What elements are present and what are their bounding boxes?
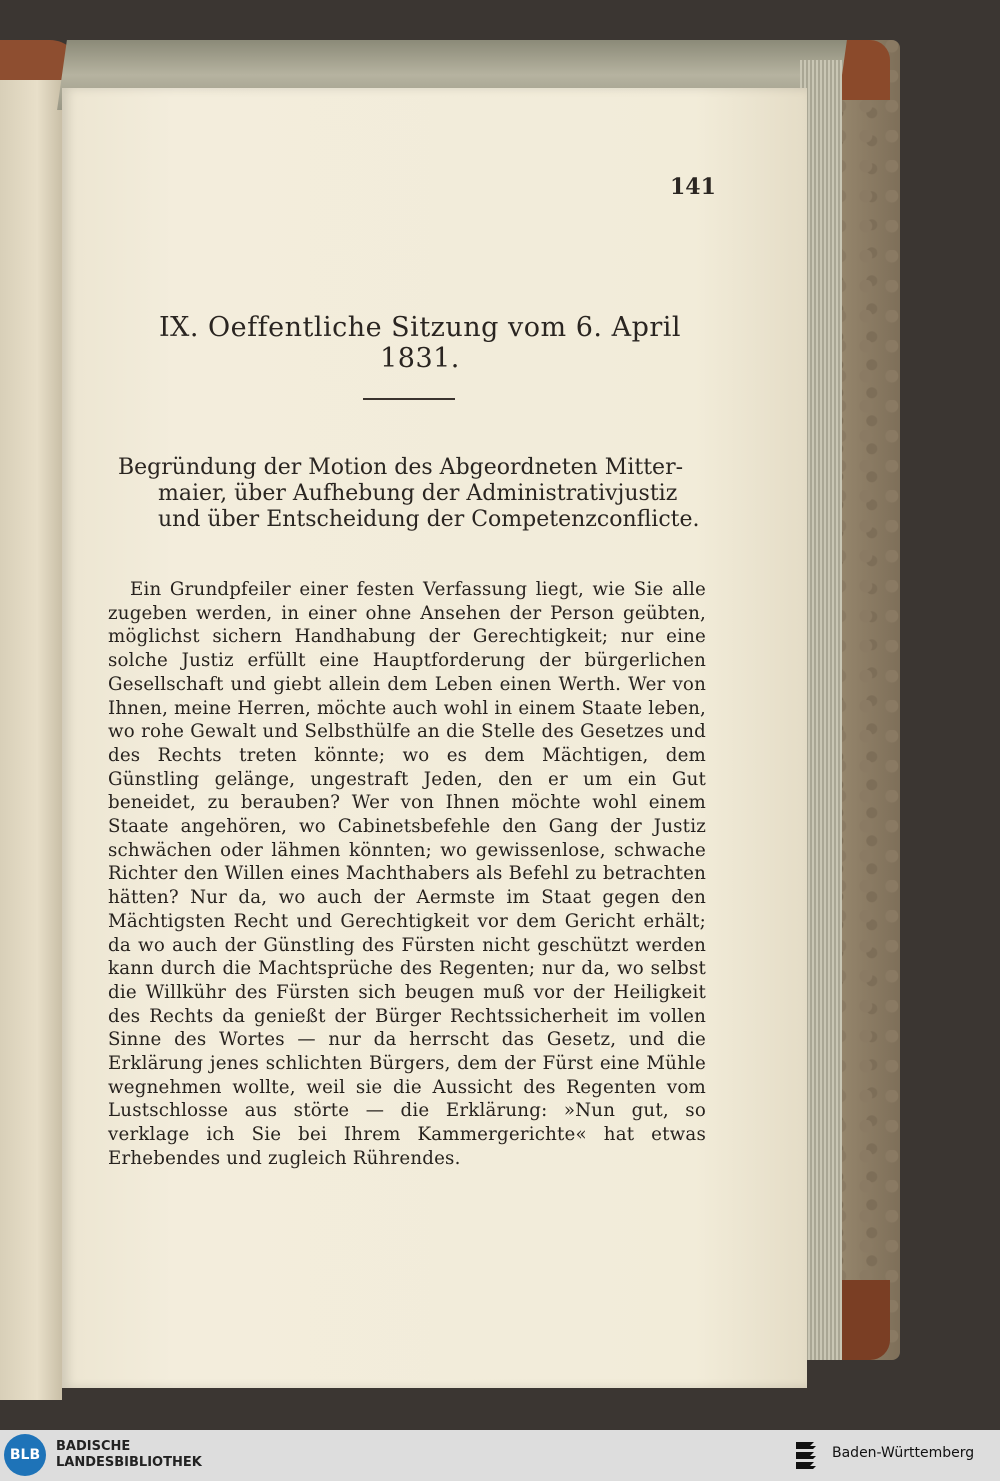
lions-crest-icon (792, 1438, 822, 1472)
page-title: IX. Oeffentliche Sitzung vom 6. April 1831. (158, 312, 682, 374)
library-name-line2: LANDESBIBLIOTHEK (56, 1455, 202, 1470)
title-divider (363, 398, 455, 400)
blb-logo-icon[interactable]: BLB (4, 1434, 46, 1476)
state-name[interactable]: Baden-Württemberg (832, 1445, 975, 1461)
page-number: 141 (670, 174, 716, 200)
subtitle-first-line: Begründung der Motion des Abgeordneten Mitter- (118, 455, 684, 480)
footer-bar (0, 1430, 1000, 1481)
subtitle-rest: maier, über Aufhebung der Administrativjustiz und über Entscheidung der Competenzconflicte. (158, 481, 700, 532)
left-page-edge (0, 80, 62, 1400)
library-name[interactable] (56, 1439, 202, 1471)
library-name-line1: BADISCHE (56, 1439, 131, 1454)
subtitle (118, 455, 706, 533)
body-paragraph: Ein Grundpfeiler einer festen Verfassung liegt, wie Sie alle zugeben werden, in einer ohne Ansehen der Person geübten, möglichst sichern Handhabung der Gerechtigkeit; nur eine solche Justiz erfüllt eine Hauptforderung der bürgerlichen Gesellschaft und giebt allein dem Leben einen Werth. Wer von Ihnen, meine Herren, möchte auch wohl in einem Staate leben, wo rohe Gewalt und Selbsthülfe an die Stelle des Gesetzes und des Rechts treten könnte; wo es dem Mächtigen, dem Günstling gelänge, ungestraft Jeden, den er um ein Gut beneidet, zu berauben? Wer von Ihnen möchte wohl einem Staate angehören, wo Cabinetsbefehle den Gang der Justiz schwächen oder lähmen könnten; wo gewissenlose, schwache Richter den Willen eines Machthabers als Befehl zu betrachten hätten? Nur da, wo auch der Aermste im Staat gegen den Mächtigsten Recht und Gerechtigkeit vor dem Gericht erhält; da wo auch der Günstling des Fürsten nicht geschützt werden kann durch die Machtsprüche des Regenten; nur da, wo selbst die Willkühr des Fürsten sich beugen muß vor der Heiligkeit des Rechts da genießt der Bürger Rechtssicherheit im vollen Sinne des Wortes — nur da herrscht das Gesetz, und die Erklärung jenes schlichten Bürgers, dem der Fürst eine Mühle wegnehmen wollte, weil sie die Aussicht des Regenten vom Lustschlosse aus störte — die Erklärung: »Nun gut, so verklage ich Sie bei Ihrem Kammergerichte« hat etwas Erhebendes und zugleich Rührendes. (108, 579, 706, 1169)
